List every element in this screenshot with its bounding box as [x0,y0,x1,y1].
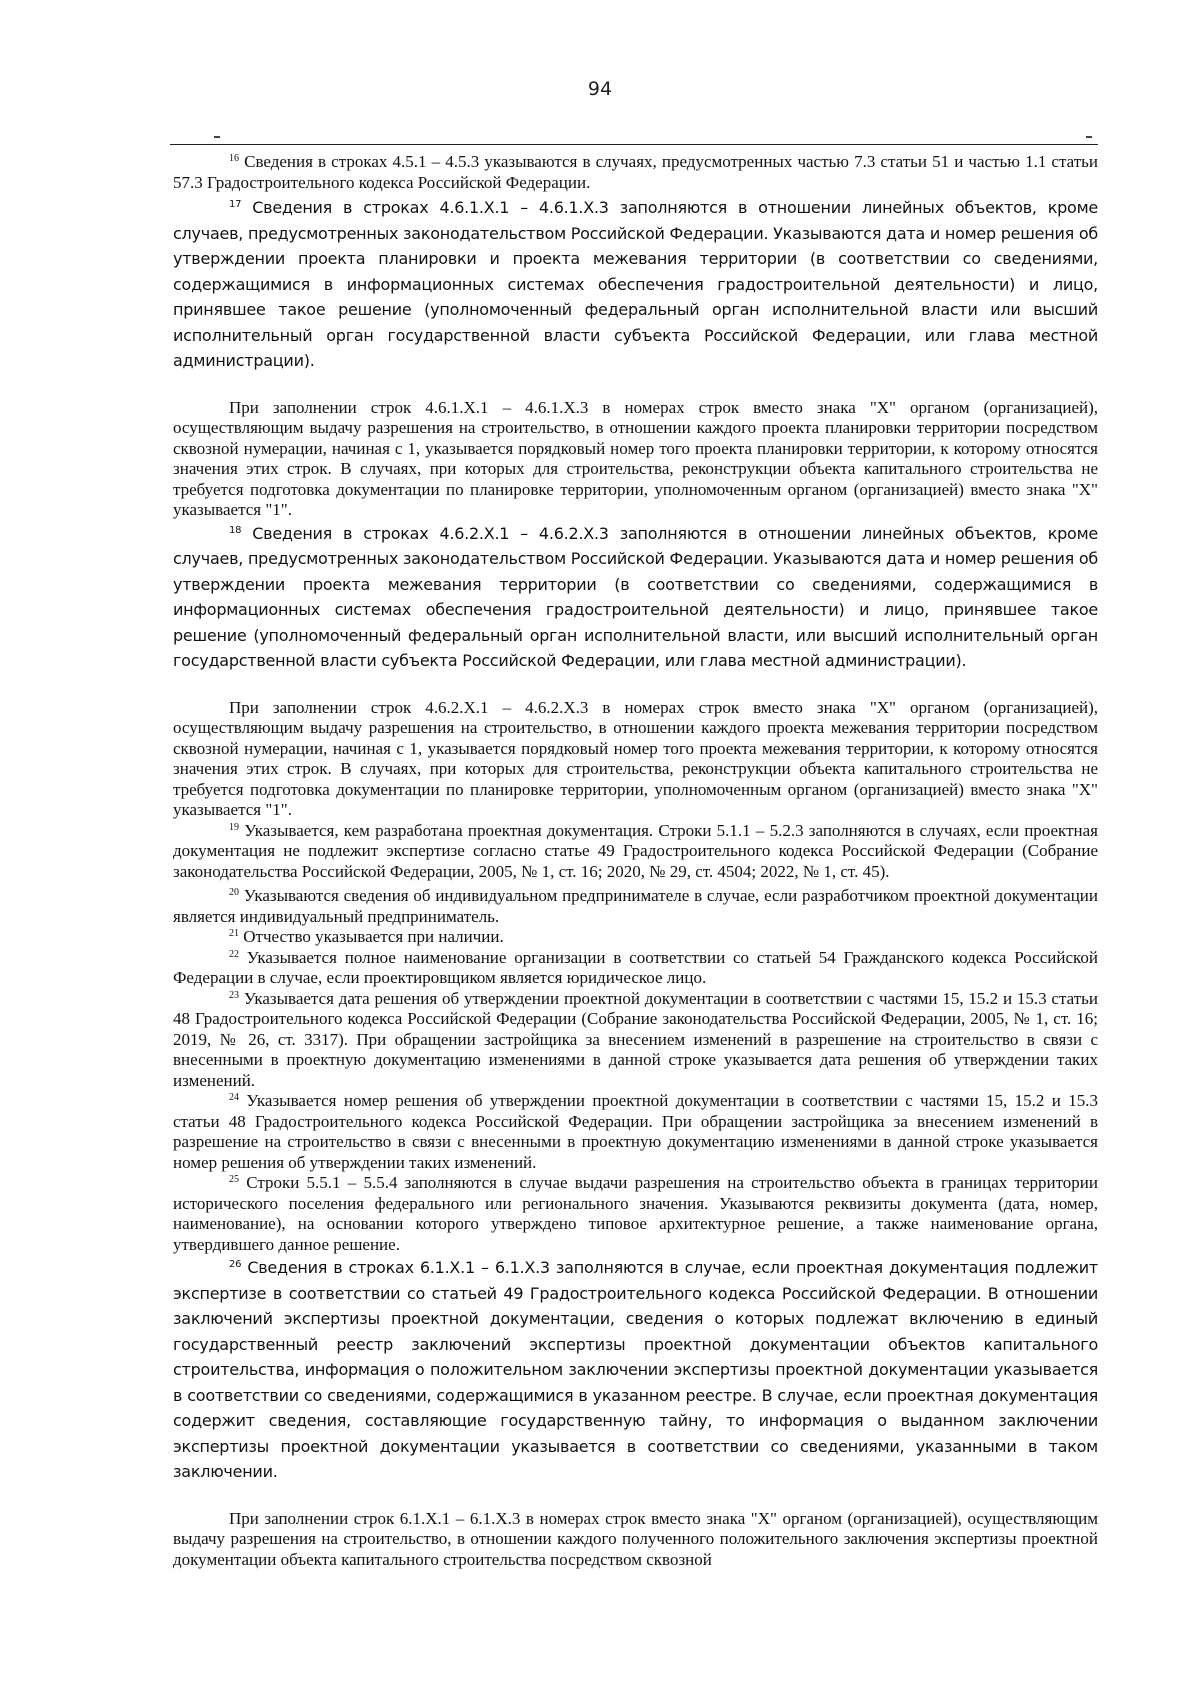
footnote-continuation [173,398,1098,521]
footnote-number: 19 [229,821,239,833]
footnote-text: Сведения в строках 4.5.1 – 4.5.3 указываются в случаях, предусмотренных частью 7.3 статьи 51 и частью 1.1 статьи 57.3 Градостроительного кодекса Российской Федерации. [173,152,1098,192]
footnote-20 [173,886,1098,927]
footnote-text: Указываются сведения об индивидуальном предпринимателе в случае, если разработчиком проектной документации является индивидуальный предприниматель. [173,886,1098,926]
footnote-text: Указывается, кем разработана проектная документация. Строки 5.1.1 – 5.2.3 заполняются в случаях, если проектная документация не подлежит экспертизе согласно статье 49 Градостроительного кодекса Российской Федерации (Собрание законодательства Российской Федерации, 2005, № 1, ст. 16; 2020, № 29, ст. 4504; 2022, № 1, ст. 45). [173,820,1098,881]
footnote-text: Отчество указывается при наличии. [239,927,504,946]
footnote-text: Сведения в строках 4.6.1.X.1 – 4.6.1.X.3 заполняются в отношении линейных объектов, кроме случаев, предусмотренных законодательством Российской Федерации. Указываются дата и номер решения об утверждении проекта планировки и проекта межевания территории (в соответствии со сведениями, содержащимися в информационных системах обеспечения градостроительной деятельности) и лицо, принявшее такое решение (уполномоченный федеральный орган исполнительной власти или высший исполнительный орган государственной власти субъекта Российской Федерации, или глава местной администрации). [173,198,1098,370]
footnote-text: Указывается полное наименование организации в соответствии со статьей 54 Гражданского кодекса Российской Федерации в случае, если проектировщиком является юридическое лицо. [173,947,1098,987]
footnote-number: 22 [229,948,239,960]
footnote-16 [173,152,1098,193]
footnote-number: 16 [229,153,239,164]
footnote-18 [173,521,1098,674]
scan-speck [1086,136,1092,138]
footnote-26 [173,1255,1098,1485]
paragraph-text: При заполнении строк 4.6.2.X.1 – 4.6.2.X.3 в номерах строк вместо знака "X" органом (организацией), осуществляющим выдачу разрешения на строительство, в отношении каждого проекта межевания территории посредством сквозной нумерации, начиная с 1, указывается порядковый номер того проекта межевания территории, к которому относятся значения этих строк. В случаях, при которых для строительства, реконструкции объекта капитального строительства не требуется подготовка документации по планировке территории, уполномоченным органом (организацией) вместо знака "X" указывается "1". [173,697,1098,819]
footnote-21 [173,927,1098,948]
footnote-number: 25 [229,1174,239,1185]
footnote-25 [173,1173,1098,1255]
paragraph-text: При заполнении строк 6.1.X.1 – 6.1.X.3 в номерах строк вместо знака "X" органом (организацией), осуществляющим выдачу разрешения на строительство, в отношении каждого полученного положительного заключения экспертизы проектной документации объекта капитального строительства посредством сквозной [173,1508,1098,1569]
paragraph-text: При заполнении строк 4.6.1.X.1 – 4.6.1.X.3 в номерах строк вместо знака "X" органом (организацией), осуществляющим выдачу разрешения на строительство, в отношении каждого проекта планировки территории посредством сквозной нумерации, начиная с 1, указывается порядковый номер того проекта планировки территории, к которому относятся значения этих строк. В случаях, при которых для строительства, реконструкции объекта капитального строительства не требуется подготовка документации по планировке территории, уполномоченным органом (организацией) вместо знака "X" указывается "1". [173,397,1098,519]
footnote-number: 21 [229,928,239,939]
footnote-number: 17 [229,199,242,210]
footnote-17 [173,195,1098,374]
footnotes-body [173,152,1098,1570]
page-number: 94 [587,78,613,100]
footnote-text: Строки 5.5.1 – 5.5.4 заполняются в случае выдачи разрешения на строительство объекта в границах территории исторического поселения федерального или регионального значения. Указываются реквизиты документа (дата, номер, наименование), на основании которого утверждено типовое архитектурное решение, а также наименование органа, утвердившего данное решение. [173,1173,1098,1254]
footnote-text: Указывается номер решения об утверждении проектной документации в соответствии с частями 15, 15.2 и 15.3 статьи 48 Градостроительного кодекса Российской Федерации. При обращении застройщика за внесением изменений в разрешение на строительство в связи с внесенными в проектную документацию изменениями в данной строке указывается номер решения об утверждении таких изменений. [173,1091,1098,1172]
footnote-number: 20 [229,887,239,898]
footnote-23 [173,989,1098,1092]
footnote-text: Сведения в строках 4.6.2.X.1 – 4.6.2.X.3 заполняются в отношении линейных объектов, кроме случаев, предусмотренных законодательством Российской Федерации. Указываются дата и номер решения об утверждении проекта межевания территории (в соответствии со сведениями, содержащимися в информационных системах обеспечения градостроительной деятельности) и лицо, принявшее такое решение (уполномоченный федеральный орган исполнительной власти, или высший исполнительный орган государственной власти субъекта Российской Федерации, или глава местной администрации). [173,523,1098,670]
footnote-number: 23 [229,989,239,1001]
footnote-22 [173,948,1098,989]
footnote-text: Сведения в строках 6.1.X.1 – 6.1.X.3 заполняются в случае, если проектная документация подлежит экспертизе в соответствии со статьей 49 Градостроительного кодекса Российской Федерации. В отношении заключений экспертизы проектной документации, сведения о которых подлежат включению в единый государственный реестр заключений экспертизы проектной документации объектов капитального строительства, информация о положительном заключении экспертизы проектной документации указывается в соответствии со сведениями, содержащимися в указанном реестре. В случае, если проектная документация содержит сведения, составляющие государственную тайну, то информация о выданном заключении экспертизы проектной документации указывается в соответствии со сведениями, указанными в таком заключении. [173,1258,1098,1481]
footnote-number: 18 [229,524,242,536]
footnote-number: 26 [229,1259,242,1270]
footnote-continuation [173,1509,1098,1571]
footnote-number: 24 [229,1092,239,1103]
footnote-continuation [173,698,1098,821]
header-divider [170,144,1098,145]
footnote-24 [173,1091,1098,1173]
footnote-text: Указывается дата решения об утверждении проектной документации в соответствии с частями 15, 15.2 и 15.3 статьи 48 Градостроительного кодекса Российской Федерации (Собрание законодательства Российской Федерации, 2005, № 1, ст. 16; 2019, № 26, ст. 3317). При обращении застройщика за внесением изменений в разрешение на строительство в связи с внесенными в проектную документацию изменениями в данной строке указывается дата решения об утверждении таких изменений. [173,988,1098,1090]
scan-speck [214,136,220,138]
footnote-19 [173,821,1098,883]
